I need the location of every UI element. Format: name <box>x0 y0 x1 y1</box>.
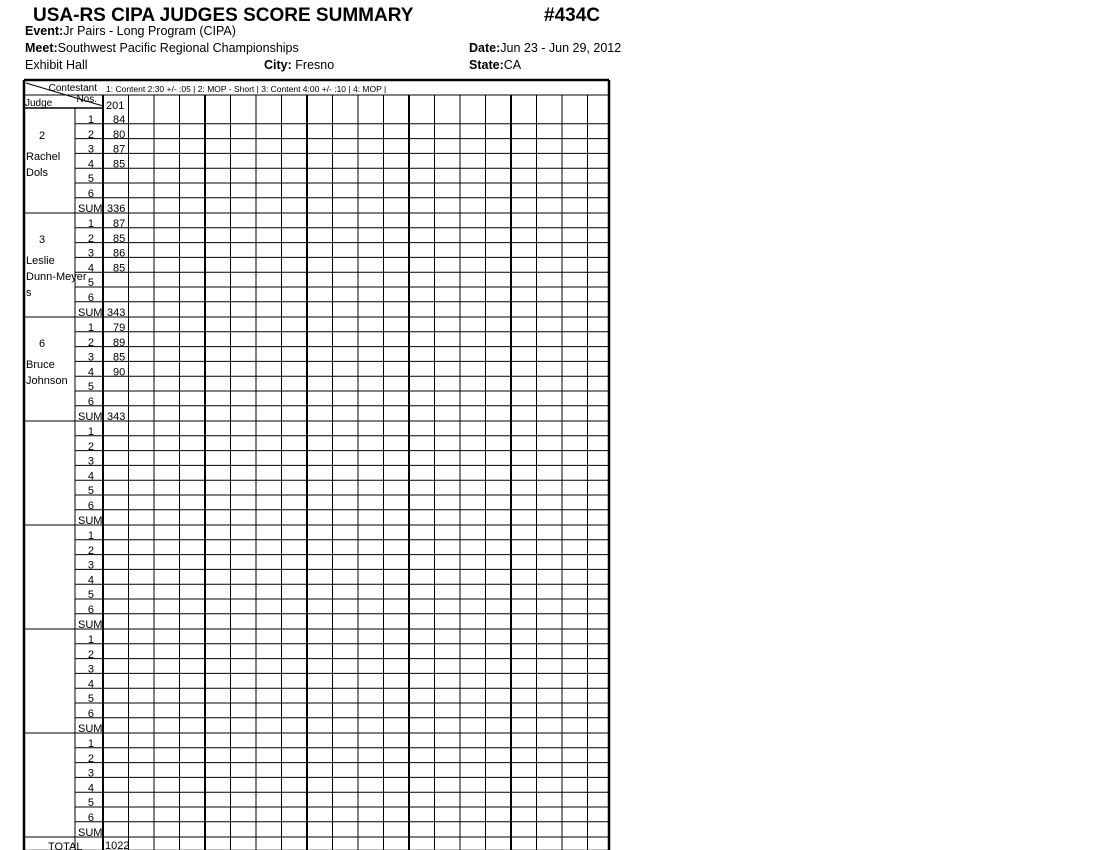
row-number: 5 <box>87 797 94 810</box>
judge-score: 85 <box>113 262 126 275</box>
judge-score: 85 <box>113 158 126 171</box>
row-number: 1 <box>87 114 94 126</box>
criteria-legend: 1: Content 2:30 +/- :05 | 2: MOP - Short | 3: Content 4:00 +/- :10 | 4: MOP | <box>106 84 387 94</box>
row-number: 1 <box>87 738 94 750</box>
judge-sum: 343 <box>107 306 126 319</box>
row-number: 4 <box>87 158 94 171</box>
row-number: 6 <box>87 188 94 200</box>
row-number: 3 <box>87 767 94 780</box>
row-number: 1 <box>87 530 94 542</box>
row-number: 2 <box>87 440 94 453</box>
judge-number: 3 <box>38 234 46 246</box>
judge-name: Bruce <box>26 359 55 371</box>
total-value: 1022 <box>105 840 130 850</box>
sum-label: SUM <box>78 618 103 631</box>
corner-judge-label: Judge <box>25 98 53 109</box>
judge-score: 84 <box>113 114 126 126</box>
judge-name: Rachel <box>26 151 61 163</box>
row-number: 5 <box>87 173 94 186</box>
judge-number: 2 <box>38 130 46 142</box>
row-number: 6 <box>87 500 94 512</box>
judge-name: Leslie <box>26 255 55 267</box>
sum-label: SUM <box>78 202 103 215</box>
form-number: #434C <box>544 5 600 26</box>
sum-label: SUM <box>78 722 103 735</box>
row-number: 3 <box>87 143 94 156</box>
row-number: 3 <box>87 559 94 572</box>
row-number: 5 <box>87 589 94 602</box>
corner-contestant-label: Contestant <box>48 83 97 94</box>
row-number: 2 <box>87 336 94 349</box>
date-label: Date: <box>469 41 501 55</box>
judge-name: s <box>26 287 32 299</box>
row-number: 6 <box>87 604 94 616</box>
judge-score: 87 <box>113 218 126 230</box>
corner-nos-label: Nos. <box>76 94 97 105</box>
judge-number: 6 <box>38 338 46 350</box>
judge-score: 79 <box>113 322 126 334</box>
judge-score: 86 <box>113 247 126 260</box>
row-number: 5 <box>87 381 94 394</box>
meet-label: Meet: <box>25 41 58 55</box>
row-number: 1 <box>87 218 94 230</box>
row-number: 3 <box>87 663 94 676</box>
report-title: USA-RS CIPA JUDGES SCORE SUMMARY <box>33 5 414 26</box>
sum-label: SUM <box>78 514 103 527</box>
row-number: 6 <box>87 708 94 720</box>
judge-score: 80 <box>113 128 126 141</box>
row-number: 4 <box>87 574 94 587</box>
row-number: 6 <box>87 812 94 824</box>
row-number: 3 <box>87 351 94 364</box>
row-number: 3 <box>87 455 94 468</box>
row-number: 3 <box>87 247 94 260</box>
judge-name: Johnson <box>26 375 68 387</box>
judge-score: 89 <box>113 336 126 349</box>
row-number: 5 <box>87 693 94 706</box>
meet-value: Southwest Pacific Regional Championships <box>57 41 299 55</box>
row-number: 4 <box>87 262 94 275</box>
state-value: CA <box>503 58 522 72</box>
row-number: 2 <box>87 752 94 765</box>
contestant-number: 201 <box>106 100 125 112</box>
city-value: Fresno <box>295 58 335 72</box>
row-number: 6 <box>87 292 94 304</box>
city-label: City: <box>264 58 292 72</box>
judge-sum: 343 <box>107 410 126 423</box>
event-label: Event: <box>25 24 64 38</box>
event-value: Jr Pairs - Long Program (CIPA) <box>63 24 236 38</box>
judge-score: 87 <box>113 143 126 156</box>
row-number: 1 <box>87 322 94 334</box>
row-number: 5 <box>87 277 94 290</box>
sum-label: SUM <box>78 306 103 319</box>
sum-label: SUM <box>78 826 103 839</box>
judge-sum: 336 <box>107 202 126 215</box>
row-number: 2 <box>87 544 94 557</box>
judge-name: Dunn-Meyer <box>26 271 87 283</box>
total-label: TOTAL <box>48 841 83 850</box>
judge-score: 90 <box>113 366 126 379</box>
judge-name: Dols <box>26 167 49 179</box>
row-number: 4 <box>87 366 94 379</box>
row-number: 4 <box>87 678 94 691</box>
row-number: 4 <box>87 470 94 483</box>
row-number: 1 <box>87 634 94 646</box>
row-number: 2 <box>87 232 94 245</box>
row-number: 1 <box>87 426 94 438</box>
row-number: 6 <box>87 396 94 408</box>
date-value: Jun 23 - Jun 29, 2012 <box>500 41 622 55</box>
row-number: 5 <box>87 485 94 498</box>
state-label: State: <box>469 58 504 72</box>
sum-label: SUM <box>78 410 103 423</box>
venue: Exhibit Hall <box>25 58 88 72</box>
judge-score: 85 <box>113 232 126 245</box>
row-number: 4 <box>87 782 94 795</box>
row-number: 2 <box>87 128 94 141</box>
judge-score: 85 <box>113 351 126 364</box>
row-number: 2 <box>87 648 94 661</box>
